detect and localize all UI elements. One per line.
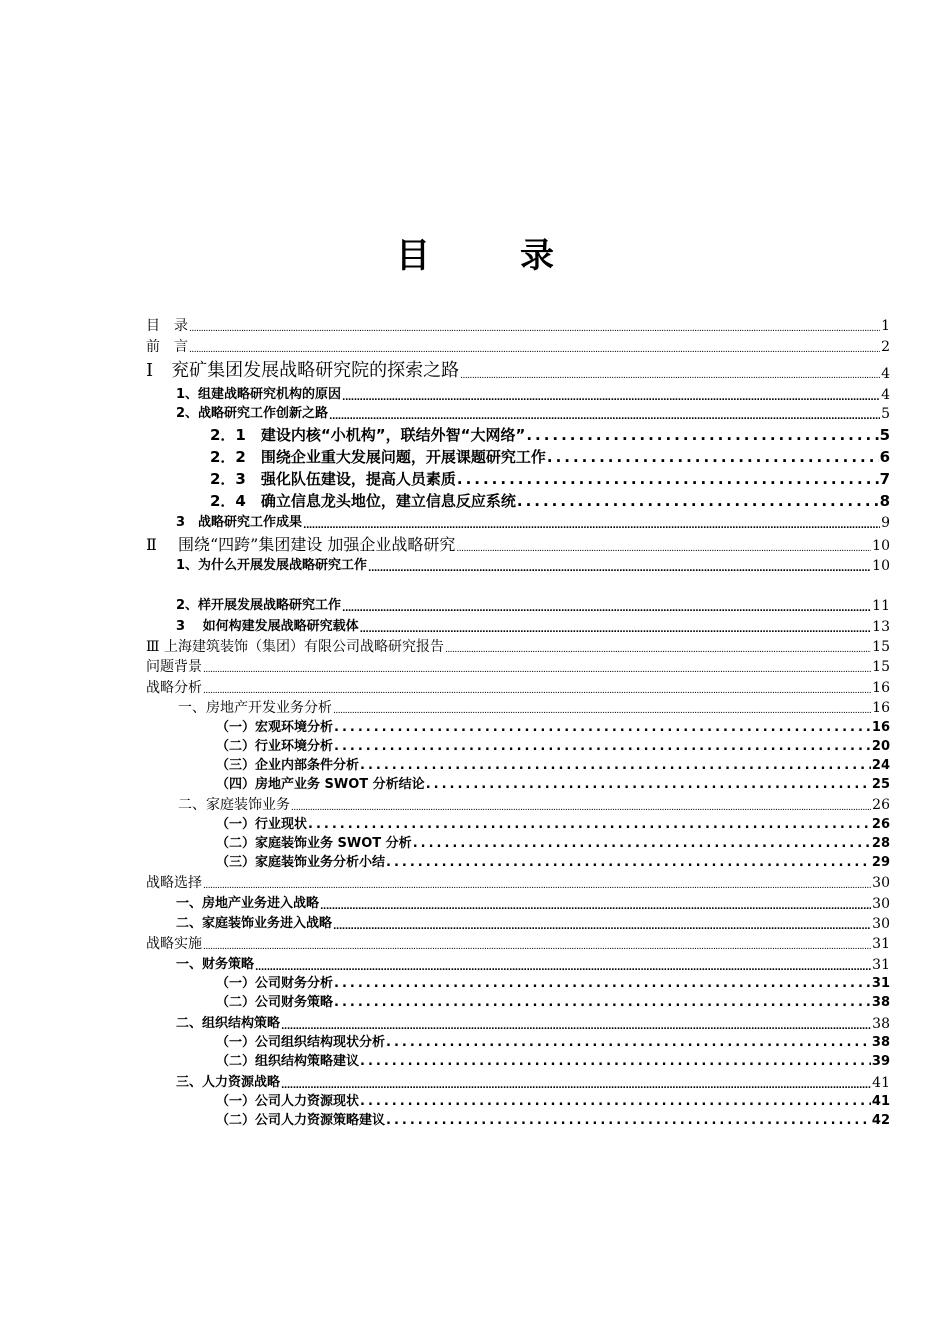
toc-leader	[360, 1095, 871, 1110]
toc-page-number: 9	[881, 515, 890, 531]
toc-page-number: 5	[879, 426, 890, 444]
toc-entry[interactable]	[210, 427, 890, 444]
toc-entry[interactable]	[210, 449, 890, 466]
toc-page-number: 30	[872, 875, 890, 891]
toc-entry[interactable]	[146, 680, 890, 696]
toc-entry[interactable]	[216, 1036, 890, 1051]
toc-page-number: 42	[871, 1113, 890, 1128]
toc-leader	[303, 521, 880, 531]
toc-leader	[334, 977, 871, 992]
toc-page-number: 31	[871, 976, 890, 991]
toc-entry[interactable]	[176, 406, 890, 422]
toc-entry[interactable]	[176, 619, 890, 635]
toc-leader	[320, 902, 871, 912]
toc-entry[interactable]	[178, 797, 890, 813]
toc-leader	[281, 1081, 871, 1091]
toc-page-number: 31	[872, 957, 890, 973]
toc-leader	[526, 427, 878, 444]
toc-entry[interactable]	[216, 818, 890, 833]
toc-leader	[342, 604, 871, 614]
toc-leader	[281, 1022, 871, 1032]
toc-label: （一）公司财务分析	[216, 976, 334, 991]
toc-page-number: 16	[872, 680, 890, 696]
toc-label: 三、人力资源战略	[176, 1075, 281, 1091]
toc-label: 战略分析	[146, 680, 202, 696]
toc-entry[interactable]	[146, 339, 890, 355]
toc-page-number: 4	[881, 387, 890, 403]
toc-page-number: 7	[879, 470, 890, 488]
toc-entry[interactable]	[216, 778, 890, 793]
toc-label: 一、财务策略	[176, 957, 255, 973]
toc-page-number: 8	[879, 492, 890, 510]
toc-leader	[333, 706, 871, 716]
toc-label: （一）公司人力资源现状	[216, 1094, 360, 1109]
toc-label: （一）宏观环境分析	[216, 720, 334, 735]
toc-leader	[426, 778, 871, 793]
toc-page-number: 41	[871, 1094, 890, 1109]
toc-entry[interactable]	[176, 1075, 890, 1091]
toc-entry[interactable]	[146, 318, 890, 334]
toc-page-number: 30	[872, 896, 890, 912]
toc-label: 2．2 围绕企业重大发展问题，开展课题研究工作	[210, 448, 546, 466]
toc-entry[interactable]	[216, 996, 890, 1011]
toc-label: 二、家庭装饰业务进入战略	[176, 916, 333, 932]
toc-label: （二）组织结构策略建议	[216, 1054, 360, 1069]
toc-entry[interactable]	[216, 1055, 890, 1070]
toc-leader	[203, 881, 871, 891]
toc-label: 战略实施	[146, 936, 202, 952]
toc-label: 1、为什么开展发展战略研究工作	[176, 558, 368, 574]
toc-label: 2．4 确立信息龙头地位，建立信息反应系统	[210, 492, 516, 510]
toc-leader	[203, 665, 871, 675]
toc-entry[interactable]	[216, 740, 890, 755]
toc-entry[interactable]	[216, 837, 890, 852]
toc-entry[interactable]	[210, 493, 890, 510]
toc-entry[interactable]	[146, 875, 890, 891]
toc-leader	[368, 564, 871, 574]
toc-page-number: 15	[872, 659, 890, 675]
toc-page-number: 28	[871, 836, 890, 851]
toc-page-number: 26	[872, 797, 890, 813]
toc-label: 目 录	[146, 318, 188, 334]
toc-leader	[517, 493, 879, 510]
toc-label: 二、家庭装饰业务	[178, 797, 290, 813]
toc-page-number: 38	[871, 995, 890, 1010]
toc-page-number: 20	[871, 739, 890, 754]
toc-label: 前 言	[146, 339, 188, 355]
toc-label: 3 战略研究工作成果	[176, 515, 303, 531]
toc-entry[interactable]	[176, 558, 890, 574]
toc-entry[interactable]	[176, 916, 890, 932]
toc-entry[interactable]	[146, 639, 890, 655]
toc-entry[interactable]	[216, 759, 890, 774]
toc-page-number: 24	[871, 758, 890, 773]
toc-label: （二）公司人力资源策略建议	[216, 1113, 386, 1128]
toc-leader	[386, 1036, 871, 1051]
toc-leader	[255, 963, 871, 973]
toc-page-number: 2	[881, 339, 890, 355]
toc-entry[interactable]	[216, 1114, 890, 1129]
toc-leader	[329, 412, 880, 422]
toc-entry[interactable]	[178, 700, 890, 716]
toc-leader	[189, 345, 880, 355]
toc-entry[interactable]	[176, 1016, 890, 1032]
toc-label: 2、样开展发展战略研究工作	[176, 598, 342, 614]
toc-label: 3 如何构建发展战略研究载体	[176, 619, 359, 635]
toc-label: 问题背景	[146, 659, 202, 675]
toc-label: （三）家庭装饰业务分析小结	[216, 855, 386, 870]
toc-label: （一）公司组织结构现状分析	[216, 1035, 386, 1050]
toc-page-number: 31	[872, 936, 890, 952]
toc-leader	[456, 544, 871, 554]
toc-label: （二）公司财务策略	[216, 995, 334, 1010]
toc-page-number: 10	[872, 558, 890, 574]
toc-label: 战略选择	[146, 875, 202, 891]
page-title: 目 录	[396, 236, 582, 276]
toc-label: Ⅲ 上海建筑装饰（集团）有限公司战略研究报告	[146, 639, 444, 655]
toc-label: （二）家庭装饰业务 SWOT 分析	[216, 836, 412, 851]
toc-label: Ⅰ 兖矿集团发展战略研究院的探索之路	[146, 360, 460, 381]
toc-leader	[386, 1114, 871, 1129]
toc-page-number: 30	[872, 916, 890, 932]
toc-leader	[457, 471, 879, 488]
toc-page-number: 29	[871, 855, 890, 870]
toc-entry[interactable]	[176, 598, 890, 614]
toc-page-number: 38	[872, 1016, 890, 1032]
toc-label: （四）房地产业务 SWOT 分析结论	[216, 777, 425, 792]
toc-entry[interactable]	[176, 387, 890, 403]
toc-label: （一）行业现状	[216, 817, 308, 832]
toc-entry[interactable]	[146, 361, 890, 382]
toc-leader	[342, 393, 880, 403]
toc-leader	[413, 837, 871, 852]
toc-leader	[445, 645, 871, 655]
toc-page-number: 16	[872, 700, 890, 716]
toc-entry[interactable]	[176, 515, 890, 531]
toc-page-number: 11	[872, 598, 890, 614]
toc-label: （二）行业环境分析	[216, 739, 334, 754]
toc-leader	[360, 1055, 871, 1070]
toc-page-number: 16	[871, 720, 890, 735]
toc-label: 二、组织结构策略	[176, 1016, 281, 1032]
toc-page-number: 13	[872, 619, 890, 635]
toc-page-number: 5	[881, 406, 890, 422]
toc-label: 一、房地产业务进入战略	[176, 896, 320, 912]
toc-leader	[333, 922, 871, 932]
toc-entry[interactable]	[216, 1095, 890, 1110]
toc-label: 1、组建战略研究机构的原因	[176, 387, 342, 403]
toc-page-number: 6	[879, 448, 890, 466]
toc-label: 2．3 强化队伍建设，提高人员素质	[210, 470, 456, 488]
toc-page-number: 1	[881, 318, 890, 334]
toc-leader	[308, 818, 871, 833]
toc-entry[interactable]	[176, 896, 890, 912]
toc-label: （三）企业内部条件分析	[216, 758, 360, 773]
toc-label: 一、房地产开发业务分析	[178, 700, 332, 716]
toc-page-number: 10	[872, 538, 890, 555]
toc-page-number: 26	[871, 817, 890, 832]
toc-leader	[360, 625, 872, 635]
toc-leader	[460, 371, 880, 381]
toc-entry[interactable]	[216, 977, 890, 992]
toc-entry[interactable]	[216, 721, 890, 736]
toc-entry[interactable]	[216, 856, 890, 871]
toc-page-number: 41	[872, 1075, 890, 1091]
toc-leader	[547, 449, 879, 466]
toc-label: Ⅱ 围绕“四跨”集团建设 加强企业战略研究	[146, 535, 456, 554]
toc-page-number: 38	[871, 1035, 890, 1050]
toc-entry[interactable]	[176, 957, 890, 973]
toc-page-number: 39	[871, 1054, 890, 1069]
toc-leader	[386, 856, 871, 871]
toc-leader	[360, 759, 871, 774]
toc-label: 2．1 建设内核“小机构”，联结外智“大网络”	[210, 426, 526, 444]
toc-entry[interactable]	[146, 936, 890, 952]
toc-entry[interactable]	[210, 471, 890, 488]
toc-page-number: 4	[881, 365, 890, 382]
toc-leader	[203, 942, 871, 952]
toc-leader	[203, 686, 871, 696]
toc-entry[interactable]	[146, 659, 890, 675]
toc-leader	[189, 324, 880, 334]
toc-page-number: 15	[872, 639, 890, 655]
toc-entry[interactable]	[146, 536, 890, 554]
toc-leader	[334, 740, 871, 755]
toc-leader	[334, 721, 871, 736]
toc-label: 2、战略研究工作创新之路	[176, 406, 329, 422]
toc-leader	[291, 803, 871, 813]
toc-page-number: 25	[871, 777, 890, 792]
toc-leader	[334, 996, 871, 1011]
